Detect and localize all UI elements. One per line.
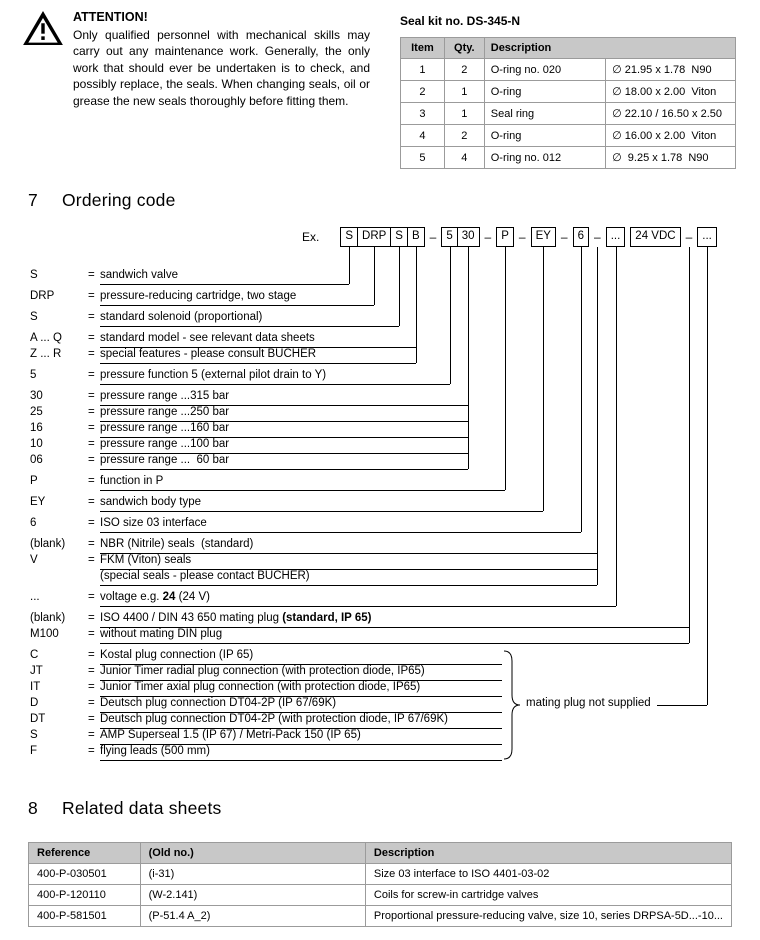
code-description [100, 697, 336, 709]
section-8-heading [28, 798, 221, 819]
seal-kit-cell: ∅ 22.10 / 16.50 x 2.50 [606, 103, 736, 125]
vertical-connector [543, 247, 544, 511]
equals-sign: = [88, 390, 95, 402]
underline-connector [100, 490, 505, 491]
seal-kit-cell: ∅ 18.00 x 2.00 Viton [606, 81, 736, 103]
code-value: ... [30, 591, 40, 603]
attention-title: ATTENTION! [73, 10, 148, 24]
ordering-code-box: ... [606, 227, 626, 247]
equals-sign: = [88, 348, 95, 360]
vertical-connector [450, 247, 451, 384]
equals-sign: = [88, 745, 95, 757]
seal-kit-header-item: Item [401, 38, 445, 59]
related-cell: 400-P-030501 [29, 864, 141, 885]
ordering-code-row [0, 311, 760, 327]
related-cell: 400-P-120110 [29, 885, 141, 906]
code-description [100, 729, 361, 741]
ordering-code-row [0, 570, 760, 586]
equals-sign: = [88, 649, 95, 661]
code-value: S [30, 729, 38, 741]
code-separator-dash: – [484, 230, 492, 244]
underline-connector [100, 606, 616, 607]
section-7-number: 7 [28, 190, 38, 210]
ordering-code-row [0, 475, 760, 491]
ordering-code-box: P [496, 227, 514, 247]
code-description-segment: sandwich body type [100, 496, 202, 508]
underline-connector [100, 744, 502, 745]
underline-connector [100, 347, 416, 348]
underline-connector [100, 569, 597, 570]
code-description-segment: pressure range ...160 bar [100, 422, 230, 434]
equals-sign: = [88, 332, 95, 344]
related-row [29, 906, 732, 927]
code-description [100, 570, 310, 582]
underline-connector [100, 643, 689, 644]
seal-kit-cell: 4 [401, 125, 445, 147]
code-description-segment: special features - please consult BUCHER [100, 348, 317, 360]
equals-sign: = [88, 538, 95, 550]
related-header-reference: Reference [29, 843, 141, 864]
code-description [100, 311, 262, 323]
seal-kit-cell: 1 [444, 81, 484, 103]
related-cell: Coils for screw-in cartridge valves [365, 885, 731, 906]
code-description-segment: standard solenoid (proportional) [100, 311, 263, 323]
seal-kit-cell: 2 [401, 81, 445, 103]
code-separator-dash: – [594, 230, 601, 244]
ordering-code-rows [0, 269, 760, 761]
code-description-segment: pressure range ... 60 bar [100, 454, 230, 466]
code-separator-dash: – [685, 230, 693, 244]
code-description [100, 713, 448, 725]
seal-kit-header-description: Description [484, 38, 735, 59]
section-8-number: 8 [28, 798, 38, 818]
equals-sign: = [88, 554, 95, 566]
code-value: V [30, 554, 38, 566]
equals-sign: = [88, 438, 95, 450]
code-value: 16 [30, 422, 43, 434]
seal-kit-cell: 3 [401, 103, 445, 125]
ordering-code-box: 6 [573, 227, 589, 247]
underline-connector [100, 532, 581, 533]
underline-connector [100, 585, 597, 586]
related-cell: (P-51.4 A_2) [140, 906, 365, 927]
underline-connector [100, 760, 502, 761]
ordering-code-row [0, 729, 760, 745]
code-value: 30 [30, 390, 43, 402]
ordering-code-box: S [390, 227, 408, 247]
code-value: (blank) [30, 538, 66, 550]
ordering-code-row [0, 496, 760, 512]
vertical-connector [468, 247, 469, 469]
related-data-sheets-table [28, 842, 732, 927]
code-description [100, 454, 229, 466]
horizontal-connector [657, 705, 707, 706]
warning-triangle-icon [22, 10, 64, 46]
related-cell: Proportional pressure-reducing valve, size 10, series DRPSA-5D...-10... [365, 906, 731, 927]
ordering-code-box: 24 VDC [630, 227, 680, 247]
underline-connector [100, 363, 416, 364]
ordering-code-row [0, 369, 760, 385]
code-description-segment: pressure range ...100 bar [100, 438, 230, 450]
equals-sign: = [88, 269, 95, 281]
code-description-segment: (24 V) [175, 591, 210, 603]
attention-block [22, 10, 370, 109]
code-separator-dash: – [429, 230, 437, 244]
seal-kit-row [401, 125, 736, 147]
ordering-code-row [0, 745, 760, 761]
code-description [100, 369, 326, 381]
underline-connector [100, 421, 468, 422]
equals-sign: = [88, 454, 95, 466]
code-description [100, 332, 315, 344]
related-header-oldno: (Old no.) [140, 843, 365, 864]
seal-kit-cell: O-ring no. 020 [484, 59, 605, 81]
seal-kit-row [401, 147, 736, 169]
code-value: 10 [30, 438, 43, 450]
underline-connector [100, 405, 468, 406]
code-value: D [30, 697, 39, 709]
code-value: S [30, 311, 38, 323]
code-description-segment: pressure range ...250 bar [100, 406, 230, 418]
code-description-segment: sandwich valve [100, 269, 178, 281]
underline-connector [100, 437, 468, 438]
ordering-code-row [0, 554, 760, 570]
code-description-segment: pressure range ...315 bar [100, 390, 230, 402]
seal-kit-cell: ∅ 16.00 x 2.00 Viton [606, 125, 736, 147]
code-description-segment: flying leads (500 mm) [100, 745, 210, 757]
related-row [29, 864, 732, 885]
related-cell: (W-2.141) [140, 885, 365, 906]
equals-sign: = [88, 591, 95, 603]
code-value: M100 [30, 628, 59, 640]
code-description [100, 554, 191, 566]
code-value: 06 [30, 454, 43, 466]
seal-kit-row [401, 81, 736, 103]
underline-connector [100, 696, 502, 697]
ordering-code-row [0, 438, 760, 454]
section-8-title: Related data sheets [62, 798, 222, 818]
code-description-segment: FKM (Viton) seals [100, 554, 192, 566]
seal-kit-cell: O-ring no. 012 [484, 147, 605, 169]
example-code-row [302, 227, 760, 247]
code-description [100, 665, 425, 677]
code-description-segment: Junior Timer radial plug connection (with protection diode, IP65) [100, 665, 425, 677]
attention-text [73, 10, 370, 109]
underline-connector [100, 553, 597, 554]
code-value: F [30, 745, 38, 757]
related-cell: (i-31) [140, 864, 365, 885]
code-description-segment: ISO 4400 / DIN 43 650 mating plug [100, 612, 283, 624]
code-value: A ... Q [30, 332, 62, 344]
ordering-code-row [0, 332, 760, 348]
equals-sign: = [88, 713, 95, 725]
code-value: 5 [30, 369, 37, 381]
seal-kit-cell: O-ring [484, 125, 605, 147]
code-value: 25 [30, 406, 43, 418]
underline-connector [100, 712, 502, 713]
equals-sign: = [88, 290, 95, 302]
underline-connector [100, 728, 502, 729]
code-description [100, 745, 210, 757]
ordering-code-row [0, 649, 760, 665]
code-description [100, 681, 420, 693]
vertical-connector [616, 247, 617, 606]
code-description-segment: Junior Timer axial plug connection (with protection diode, IP65) [100, 681, 421, 693]
ordering-code-row [0, 681, 760, 697]
ordering-code-box: B [407, 227, 425, 247]
ordering-code-row [0, 665, 760, 681]
seal-kit-cell: 4 [444, 147, 484, 169]
ordering-code-row [0, 612, 760, 628]
related-cell: Size 03 interface to ISO 4401-03-02 [365, 864, 731, 885]
code-value: EY [30, 496, 46, 508]
seal-kit-cell: 2 [444, 125, 484, 147]
code-description [100, 517, 207, 529]
code-description-segment: (special seals - please contact BUCHER) [100, 570, 310, 582]
ordering-code-box: S [340, 227, 358, 247]
example-label: Ex. [302, 230, 320, 244]
equals-sign: = [88, 475, 95, 487]
ordering-code-diagram [0, 222, 760, 761]
ordering-code-box: DRP [357, 227, 391, 247]
code-description [100, 628, 222, 640]
ordering-code-row [0, 422, 760, 438]
code-description [100, 390, 229, 402]
related-cell: 400-P-581501 [29, 906, 141, 927]
seal-kit-table [400, 37, 736, 169]
seal-kit-cell: 5 [401, 147, 445, 169]
code-value: IT [30, 681, 41, 693]
code-description-segment: function in P [100, 475, 164, 487]
code-value: Z ... R [30, 348, 62, 360]
seal-kit-cell: Seal ring [484, 103, 605, 125]
ordering-code-row [0, 713, 760, 729]
underline-connector [100, 305, 374, 306]
code-description-segment: voltage e.g. [100, 591, 163, 603]
seal-kit-row [401, 103, 736, 125]
vertical-connector [707, 247, 708, 705]
related-header-description: Description [365, 843, 731, 864]
code-description [100, 538, 253, 550]
underline-connector [100, 453, 468, 454]
vertical-connector [416, 247, 417, 363]
code-separator-dash: – [518, 230, 526, 244]
seal-kit-section [400, 14, 736, 169]
code-description-segment: 24 [162, 591, 176, 603]
code-description [100, 290, 296, 302]
code-description [100, 591, 210, 603]
underline-connector [100, 511, 543, 512]
code-description-segment: (standard, IP 65) [282, 612, 372, 624]
seal-kit-header-row [401, 38, 736, 59]
code-description [100, 649, 253, 661]
ordering-code-box: ... [697, 227, 717, 247]
mating-plug-note: mating plug not supplied [526, 697, 651, 709]
code-description-segment: Kostal plug connection (IP 65) [100, 649, 254, 661]
equals-sign: = [88, 612, 95, 624]
underline-connector [100, 326, 399, 327]
underline-connector [100, 284, 349, 285]
code-description [100, 475, 163, 487]
code-value: C [30, 649, 39, 661]
ordering-code-row [0, 348, 760, 364]
code-description-segment: ISO size 03 interface [100, 517, 207, 529]
code-description-segment: Deutsch plug connection DT04-2P (with protection diode, IP 67/69K) [100, 713, 448, 725]
code-value: JT [30, 665, 43, 677]
ordering-code-box: EY [531, 227, 556, 247]
code-description [100, 348, 316, 360]
vertical-connector [581, 247, 582, 532]
ordering-code-row [0, 591, 760, 607]
code-value: P [30, 475, 38, 487]
code-value: (blank) [30, 612, 66, 624]
seal-kit-cell: O-ring [484, 81, 605, 103]
vertical-connector [399, 247, 400, 326]
vertical-connector [505, 247, 506, 490]
equals-sign: = [88, 517, 95, 529]
code-description [100, 406, 229, 418]
code-description [100, 422, 229, 434]
code-description-segment: pressure-reducing cartridge, two stage [100, 290, 297, 302]
equals-sign: = [88, 729, 95, 741]
section-7-heading [28, 190, 176, 211]
seal-kit-cell: 2 [444, 59, 484, 81]
seal-kit-cell: 1 [444, 103, 484, 125]
equals-sign: = [88, 681, 95, 693]
equals-sign: = [88, 628, 95, 640]
equals-sign: = [88, 311, 95, 323]
seal-kit-row [401, 59, 736, 81]
code-value: S [30, 269, 38, 281]
code-description [100, 438, 229, 450]
seal-kit-cell: ∅ 9.25 x 1.78 N90 [606, 147, 736, 169]
code-value: DRP [30, 290, 55, 302]
section-7-title: Ordering code [62, 190, 176, 210]
code-description-segment: Deutsch plug connection DT04-2P (IP 67/69K) [100, 697, 337, 709]
code-description [100, 496, 201, 508]
related-header-row [29, 843, 732, 864]
seal-kit-cell: ∅ 21.95 x 1.78 N90 [606, 59, 736, 81]
related-row [29, 885, 732, 906]
code-description-segment: AMP Superseal 1.5 (IP 67) / Metri-Pack 150 (IP 65) [100, 729, 361, 741]
underline-connector [100, 384, 450, 385]
vertical-connector [374, 247, 375, 305]
equals-sign: = [88, 697, 95, 709]
underline-connector [100, 664, 502, 665]
equals-sign: = [88, 665, 95, 677]
ordering-code-row [0, 538, 760, 554]
ordering-code-row [0, 454, 760, 470]
vertical-connector [597, 247, 598, 585]
ordering-code-row [0, 517, 760, 533]
ordering-code-row [0, 390, 760, 406]
code-description-segment: without mating DIN plug [100, 628, 223, 640]
equals-sign: = [88, 369, 95, 381]
code-description-segment: standard model - see relevant data sheets [100, 332, 315, 344]
code-value: DT [30, 713, 46, 725]
ordering-code-row [0, 290, 760, 306]
ordering-code-row [0, 406, 760, 422]
code-separator-dash: – [560, 230, 568, 244]
equals-sign: = [88, 406, 95, 418]
code-description-segment: pressure function 5 (external pilot drain to Y) [100, 369, 327, 381]
ordering-code-box: 5 [441, 227, 457, 247]
seal-kit-title: Seal kit no. DS-345-N [400, 14, 521, 28]
underline-connector [100, 680, 502, 681]
equals-sign: = [88, 496, 95, 508]
code-description-segment: NBR (Nitrile) seals (standard) [100, 538, 254, 550]
vertical-connector [689, 247, 690, 643]
ordering-code-row [0, 628, 760, 644]
code-value: 6 [30, 517, 37, 529]
vertical-connector [349, 247, 350, 284]
ordering-code-box: 30 [457, 227, 480, 247]
seal-kit-cell: 1 [401, 59, 445, 81]
code-description [100, 612, 371, 624]
ordering-code-row [0, 269, 760, 285]
underline-connector [100, 469, 468, 470]
attention-body: Only qualified personnel with mechanical skills may carry out any maintenance work. Generally, the only work that should ever be undertaken is to check, and possibly replace, the seals. When changing seals, oil or grease the new seals thoroughly before fitting them. [73, 28, 370, 108]
seal-kit-header-qty: Qty. [444, 38, 484, 59]
code-description [100, 269, 178, 281]
equals-sign: = [88, 422, 95, 434]
underline-connector [100, 627, 689, 628]
